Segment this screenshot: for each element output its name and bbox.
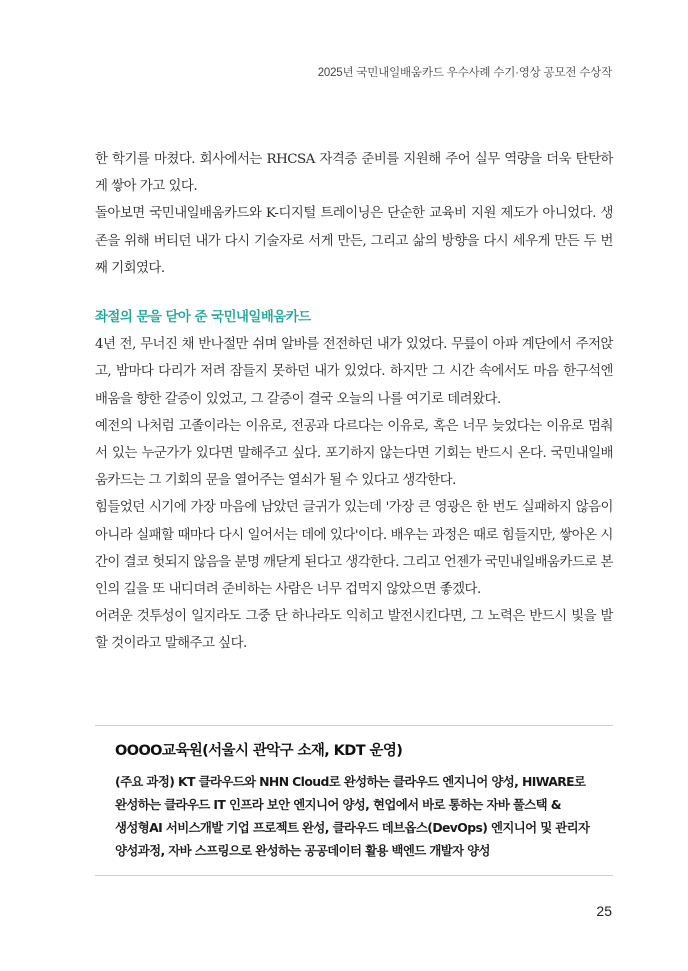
body-paragraph: 힘들었던 시기에 가장 마음에 남았던 글귀가 있는데 '가장 큰 영광은 한 번도 실패하지 않음이 아니라 실패할 때마다 다시 일어서는 데에 있다'이다. 배우는 과정은 때로 힘들지만, 쌓아온 시간이 결코 헛되지 않음을 분명 깨닫게 된다고 생각한다. 그리고 언젠가 국민내일배움카드로 본인의 길을 또 내디뎌려 준비하는 사람은 너무 겁먹지 않았으면 좋겠다.: [95, 500, 613, 598]
institution-courses: (주요 과정) KT 클라우드와 NHN Cloud로 완성하는 클라우드 엔지니어 양성, HIWARE로 완성하는 클라우드 IT 인프라 보안 엔지니어 양성, 현업에서 바로 통하는 자바 풀스택 & 생성형AI 서비스개발 기업 프로젝트 완성, 클라우드 데브옵스(DevOps) 엔지니어 및 관리자 양성과정, 자바 스프링으로 완성하는 공공데이터 활용 백엔드 개발자 양성: [115, 774, 590, 858]
institution-info-box: [95, 725, 613, 876]
body-paragraph: 돌아보면 국민내일배움카드와 K-디지털 트레이닝은 단순한 교육비 지원 제도가 아니었다. 생존을 위해 버티던 내가 다시 기술자로 서게 만든, 그리고 삶의 방향을 다시 세우게 만든 두 번째 기회였다.: [95, 206, 613, 276]
body-paragraph: 4년 전, 무너진 채 반나절만 쉬며 알바를 전전하던 내가 있었다. 무릎이 아파 계단에서 주저앉고, 밤마다 다리가 저려 잠들지 못하던 내가 있었다. 하지만 그 시간 속에서도 마음 한구석엔 배움을 향한 갈증이 있었고, 그 갈증이 결국 오늘의 나를 여기로 데려왔다.: [95, 337, 613, 407]
body-paragraph: 예전의 나처럼 고졸이라는 이유로, 전공과 다르다는 이유로, 혹은 너무 늦었다는 이유로 멈춰 서 있는 누군가가 있다면 말해주고 싶다. 포기하지 않는다면 기회는 반드시 온다. 국민내일배움카드는 그 기회의 문을 열어주는 열쇠가 될 수 있다고 생각한다.: [95, 418, 613, 489]
page-header-title: 2025년 국민내일배움카드 우수사례 수기·영상 공모전 수상작: [317, 67, 612, 79]
article-body: [95, 146, 613, 658]
body-paragraph: 어려운 것투성이 일지라도 그중 단 하나라도 익히고 발전시킨다면, 그 노력은 반드시 빛을 발할 것이라고 말해주고 싶다.: [95, 609, 613, 652]
section-title: 좌절의 문을 닫아 준 국민내일배움카드: [95, 310, 311, 326]
institution-title: OOOO교육원(서울시 관악구 소재, KDT 운영): [115, 743, 403, 759]
body-paragraph: 한 학기를 마쳤다. 회사에서는 RHCSA 자격증 준비를 지원해 주어 실무 역량을 더욱 탄탄하게 쌓아 가고 있다.: [95, 152, 613, 195]
page-number: 25: [596, 903, 612, 919]
